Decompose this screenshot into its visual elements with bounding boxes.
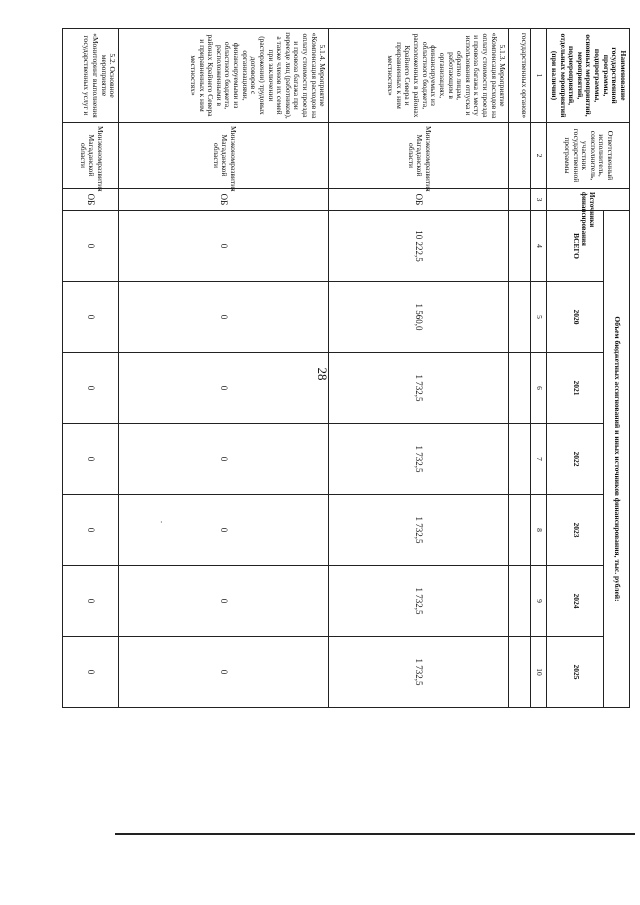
row-value bbox=[509, 495, 531, 566]
row-responsible: Минэкономразвития Магаданской области bbox=[119, 123, 329, 189]
row-value: 1 732,5 bbox=[329, 637, 509, 708]
header-year-2025: 2025 bbox=[547, 637, 604, 708]
row-value bbox=[509, 424, 531, 495]
row-value: 0 bbox=[119, 637, 329, 708]
header-year-2022: 2022 bbox=[547, 424, 604, 495]
row-value: 1 732,5 bbox=[329, 495, 509, 566]
row-value bbox=[509, 353, 531, 424]
row-value: 0 bbox=[63, 495, 119, 566]
row-source: ОБ bbox=[329, 189, 509, 211]
index-cell: 4 bbox=[531, 211, 547, 282]
index-cell: 5 bbox=[531, 282, 547, 353]
row-value: 10 222,5 bbox=[329, 211, 509, 282]
row-value bbox=[509, 282, 531, 353]
row-responsible: Минэкономразвития Магаданской области bbox=[63, 123, 119, 189]
row-name: государственных органов» bbox=[509, 29, 531, 123]
row-source: ОБ bbox=[63, 189, 119, 211]
index-cell: 7 bbox=[531, 424, 547, 495]
row-value: 1 560,0 bbox=[329, 282, 509, 353]
table-row bbox=[329, 29, 509, 708]
header-row-group bbox=[604, 29, 630, 708]
row-name: 5.1.4. Мероприятие «Компенсация расходов на оплату стоимости проезда и провоза багажа при переезде лиц (работников), а также членов их семей при заключении (расторжении) трудовых договоров с организациями, финансируемыми из областного бюджета, расположенными в районах Крайнего Севера и приравненных к ним местностях» bbox=[119, 29, 329, 123]
index-cell: 9 bbox=[531, 566, 547, 637]
row-value: 0 bbox=[119, 495, 329, 566]
row-value bbox=[509, 637, 531, 708]
row-value: 0 bbox=[119, 566, 329, 637]
row-responsible bbox=[509, 123, 531, 189]
row-source bbox=[509, 189, 531, 211]
row-value: 0 bbox=[63, 424, 119, 495]
index-cell: 6 bbox=[531, 353, 547, 424]
index-cell: 10 bbox=[531, 637, 547, 708]
row-value: 1 732,5 bbox=[329, 424, 509, 495]
index-cell: 3 bbox=[531, 189, 547, 211]
row-value bbox=[509, 566, 531, 637]
row-value: 0 bbox=[63, 353, 119, 424]
table-row bbox=[509, 29, 531, 708]
header-year-2020: 2020 bbox=[547, 282, 604, 353]
budget-table bbox=[62, 28, 630, 708]
row-name: 5.1.3. Мероприятие «Компенсация расходов на оплату стоимости проезда и провоза багажа к месту использования отпуска и обратно лицам, работающим в организациях, финансируемых из областного бюджета, расположенных в районах Крайнего Севера и приравненных к ним местностях» bbox=[329, 29, 509, 123]
row-responsible: Минэкономразвития Магаданской области bbox=[329, 123, 509, 189]
row-name: 5.2. Основное мероприятие «Мониторинг выполнения государственных услуг и bbox=[63, 29, 119, 123]
row-value: 0 bbox=[119, 211, 329, 282]
page-bottom-rule bbox=[115, 833, 635, 835]
scan-speck: · bbox=[160, 518, 163, 527]
row-value: 0 bbox=[63, 282, 119, 353]
row-value: 0 bbox=[63, 637, 119, 708]
header-year-2023: 2023 bbox=[547, 495, 604, 566]
table-row bbox=[119, 29, 329, 708]
row-value: 1 732,5 bbox=[329, 353, 509, 424]
budget-table-rotated bbox=[78, 28, 630, 708]
header-year-2024: 2024 bbox=[547, 566, 604, 637]
row-value: 0 bbox=[119, 353, 329, 424]
header-year-total: ВСЕГО bbox=[547, 211, 604, 282]
row-value bbox=[509, 211, 531, 282]
header-responsible: Ответственный исполнитель, соисполнитель, участник государственной программы bbox=[547, 123, 630, 189]
page-number: 28 bbox=[315, 367, 330, 381]
row-value: 1 732,5 bbox=[329, 566, 509, 637]
index-cell: 8 bbox=[531, 495, 547, 566]
index-row bbox=[531, 29, 547, 708]
header-program-name: Наименование государственной программы, подпрограммы, основных мероприятий, мероприятий, подмероприятий, отдельных мероприятий (при наличии) bbox=[547, 29, 630, 123]
index-cell: 1 bbox=[531, 29, 547, 123]
row-value: 0 bbox=[119, 282, 329, 353]
index-cell: 2 bbox=[531, 123, 547, 189]
row-source: ОБ bbox=[119, 189, 329, 211]
table-row bbox=[63, 29, 119, 708]
row-value: 0 bbox=[63, 566, 119, 637]
row-value: 0 bbox=[63, 211, 119, 282]
row-value: 0 bbox=[119, 424, 329, 495]
header-year-2021: 2021 bbox=[547, 353, 604, 424]
header-budget-volume: Объем бюджетных ассигнований и иных источников финансирования, тыс. рублей: bbox=[604, 211, 630, 708]
header-funding-source: Источники финансирования bbox=[547, 189, 630, 211]
